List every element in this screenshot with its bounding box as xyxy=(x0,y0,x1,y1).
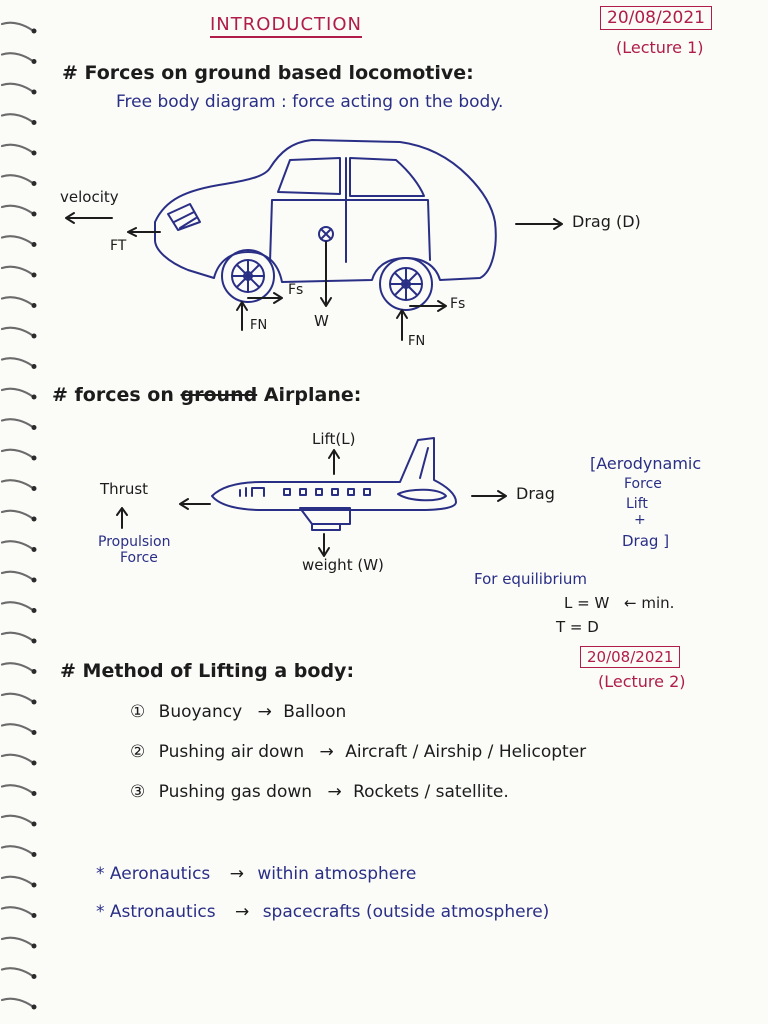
airplane-wing xyxy=(300,508,350,530)
astronautics-line xyxy=(96,902,549,922)
airplane-cockpit xyxy=(240,488,264,496)
aero-note-line-3: Lift xyxy=(626,496,648,512)
drag-arrow-plane xyxy=(472,491,506,501)
date-box-2: 20/08/2021 xyxy=(580,646,680,668)
aeronautics-desc: within atmosphere xyxy=(257,864,417,884)
thrust-arrow xyxy=(180,499,210,509)
lift-method-2 xyxy=(130,742,586,762)
method-arrow: → xyxy=(257,702,272,722)
aeronautics-term: * Aeronautics xyxy=(96,864,211,884)
equilibrium-note: ← min. xyxy=(624,594,675,612)
fn-left-label: FN xyxy=(250,318,268,333)
ft-label: FT xyxy=(110,238,127,254)
weight-arrow-plane xyxy=(319,534,329,556)
propulsion-label-2: Force xyxy=(120,550,158,566)
airplane-stabilizer xyxy=(398,490,446,501)
lecture-2-label: (Lecture 2) xyxy=(598,672,686,691)
aeronautics-line xyxy=(96,864,416,884)
lift-arrow xyxy=(329,450,339,474)
equilibrium-eq1: L = W xyxy=(564,594,610,612)
thrust-label: Thrust xyxy=(100,480,149,498)
section2-heading-struck: ground xyxy=(180,384,258,406)
fs-left-label: Fs xyxy=(288,282,304,298)
equilibrium-title: For equilibrium xyxy=(474,570,587,588)
aero-note-line-5: Drag ] xyxy=(622,532,670,550)
astronautics-term: * Astronautics xyxy=(96,902,216,922)
lift-method-1 xyxy=(130,702,346,722)
lift-method-3 xyxy=(130,782,509,802)
section1-heading: # Forces on ground based locomotive: xyxy=(62,62,474,84)
astronautics-desc: spacecrafts (outside atmosphere) xyxy=(262,902,550,922)
drag-d-label: Drag (D) xyxy=(572,212,641,231)
method-name: Pushing gas down xyxy=(158,782,313,802)
section1-subtitle: Free body diagram : force acting on the body. xyxy=(116,92,504,112)
aero-note-line-1: [Aerodynamic xyxy=(590,454,702,473)
propulsion-label-1: Propulsion xyxy=(98,534,171,550)
date-box-1: 20/08/2021 xyxy=(600,6,712,30)
velocity-label: velocity xyxy=(60,188,119,206)
section3-heading: # Method of Lifting a body: xyxy=(60,660,355,682)
aeronautics-arrow: → xyxy=(229,864,244,884)
fs-right-label: Fs xyxy=(450,296,466,312)
method-example: Rockets / satellite. xyxy=(353,782,509,802)
method-example: Aircraft / Airship / Helicopter xyxy=(345,742,587,762)
drag-label-plane: Drag xyxy=(516,484,555,503)
weight-w-label: weight (W) xyxy=(302,556,384,574)
propulsion-arrow xyxy=(117,508,127,528)
method-name: Pushing air down xyxy=(158,742,305,762)
lecture-1-label: (Lecture 1) xyxy=(616,38,704,57)
method-name: Buoyancy xyxy=(158,702,243,722)
aero-note-line-2: Force xyxy=(624,476,662,492)
section2-heading-post: Airplane: xyxy=(263,384,362,406)
airplane-tail xyxy=(420,448,428,478)
fn-right-label: FN xyxy=(408,334,426,349)
w-label: W xyxy=(314,312,329,330)
lift-label: Lift(L) xyxy=(312,430,356,448)
section2-heading-pre: # forces on xyxy=(52,384,174,406)
method-number: ① xyxy=(130,702,146,722)
method-arrow: → xyxy=(327,782,342,802)
astronautics-arrow: → xyxy=(235,902,250,922)
method-number: ③ xyxy=(130,782,146,802)
page-title: INTRODUCTION xyxy=(210,14,362,38)
aero-note-line-4: + xyxy=(634,512,646,528)
method-example: Balloon xyxy=(283,702,347,722)
method-number: ② xyxy=(130,742,146,762)
method-arrow: → xyxy=(319,742,334,762)
equilibrium-eq2: T = D xyxy=(556,618,599,636)
